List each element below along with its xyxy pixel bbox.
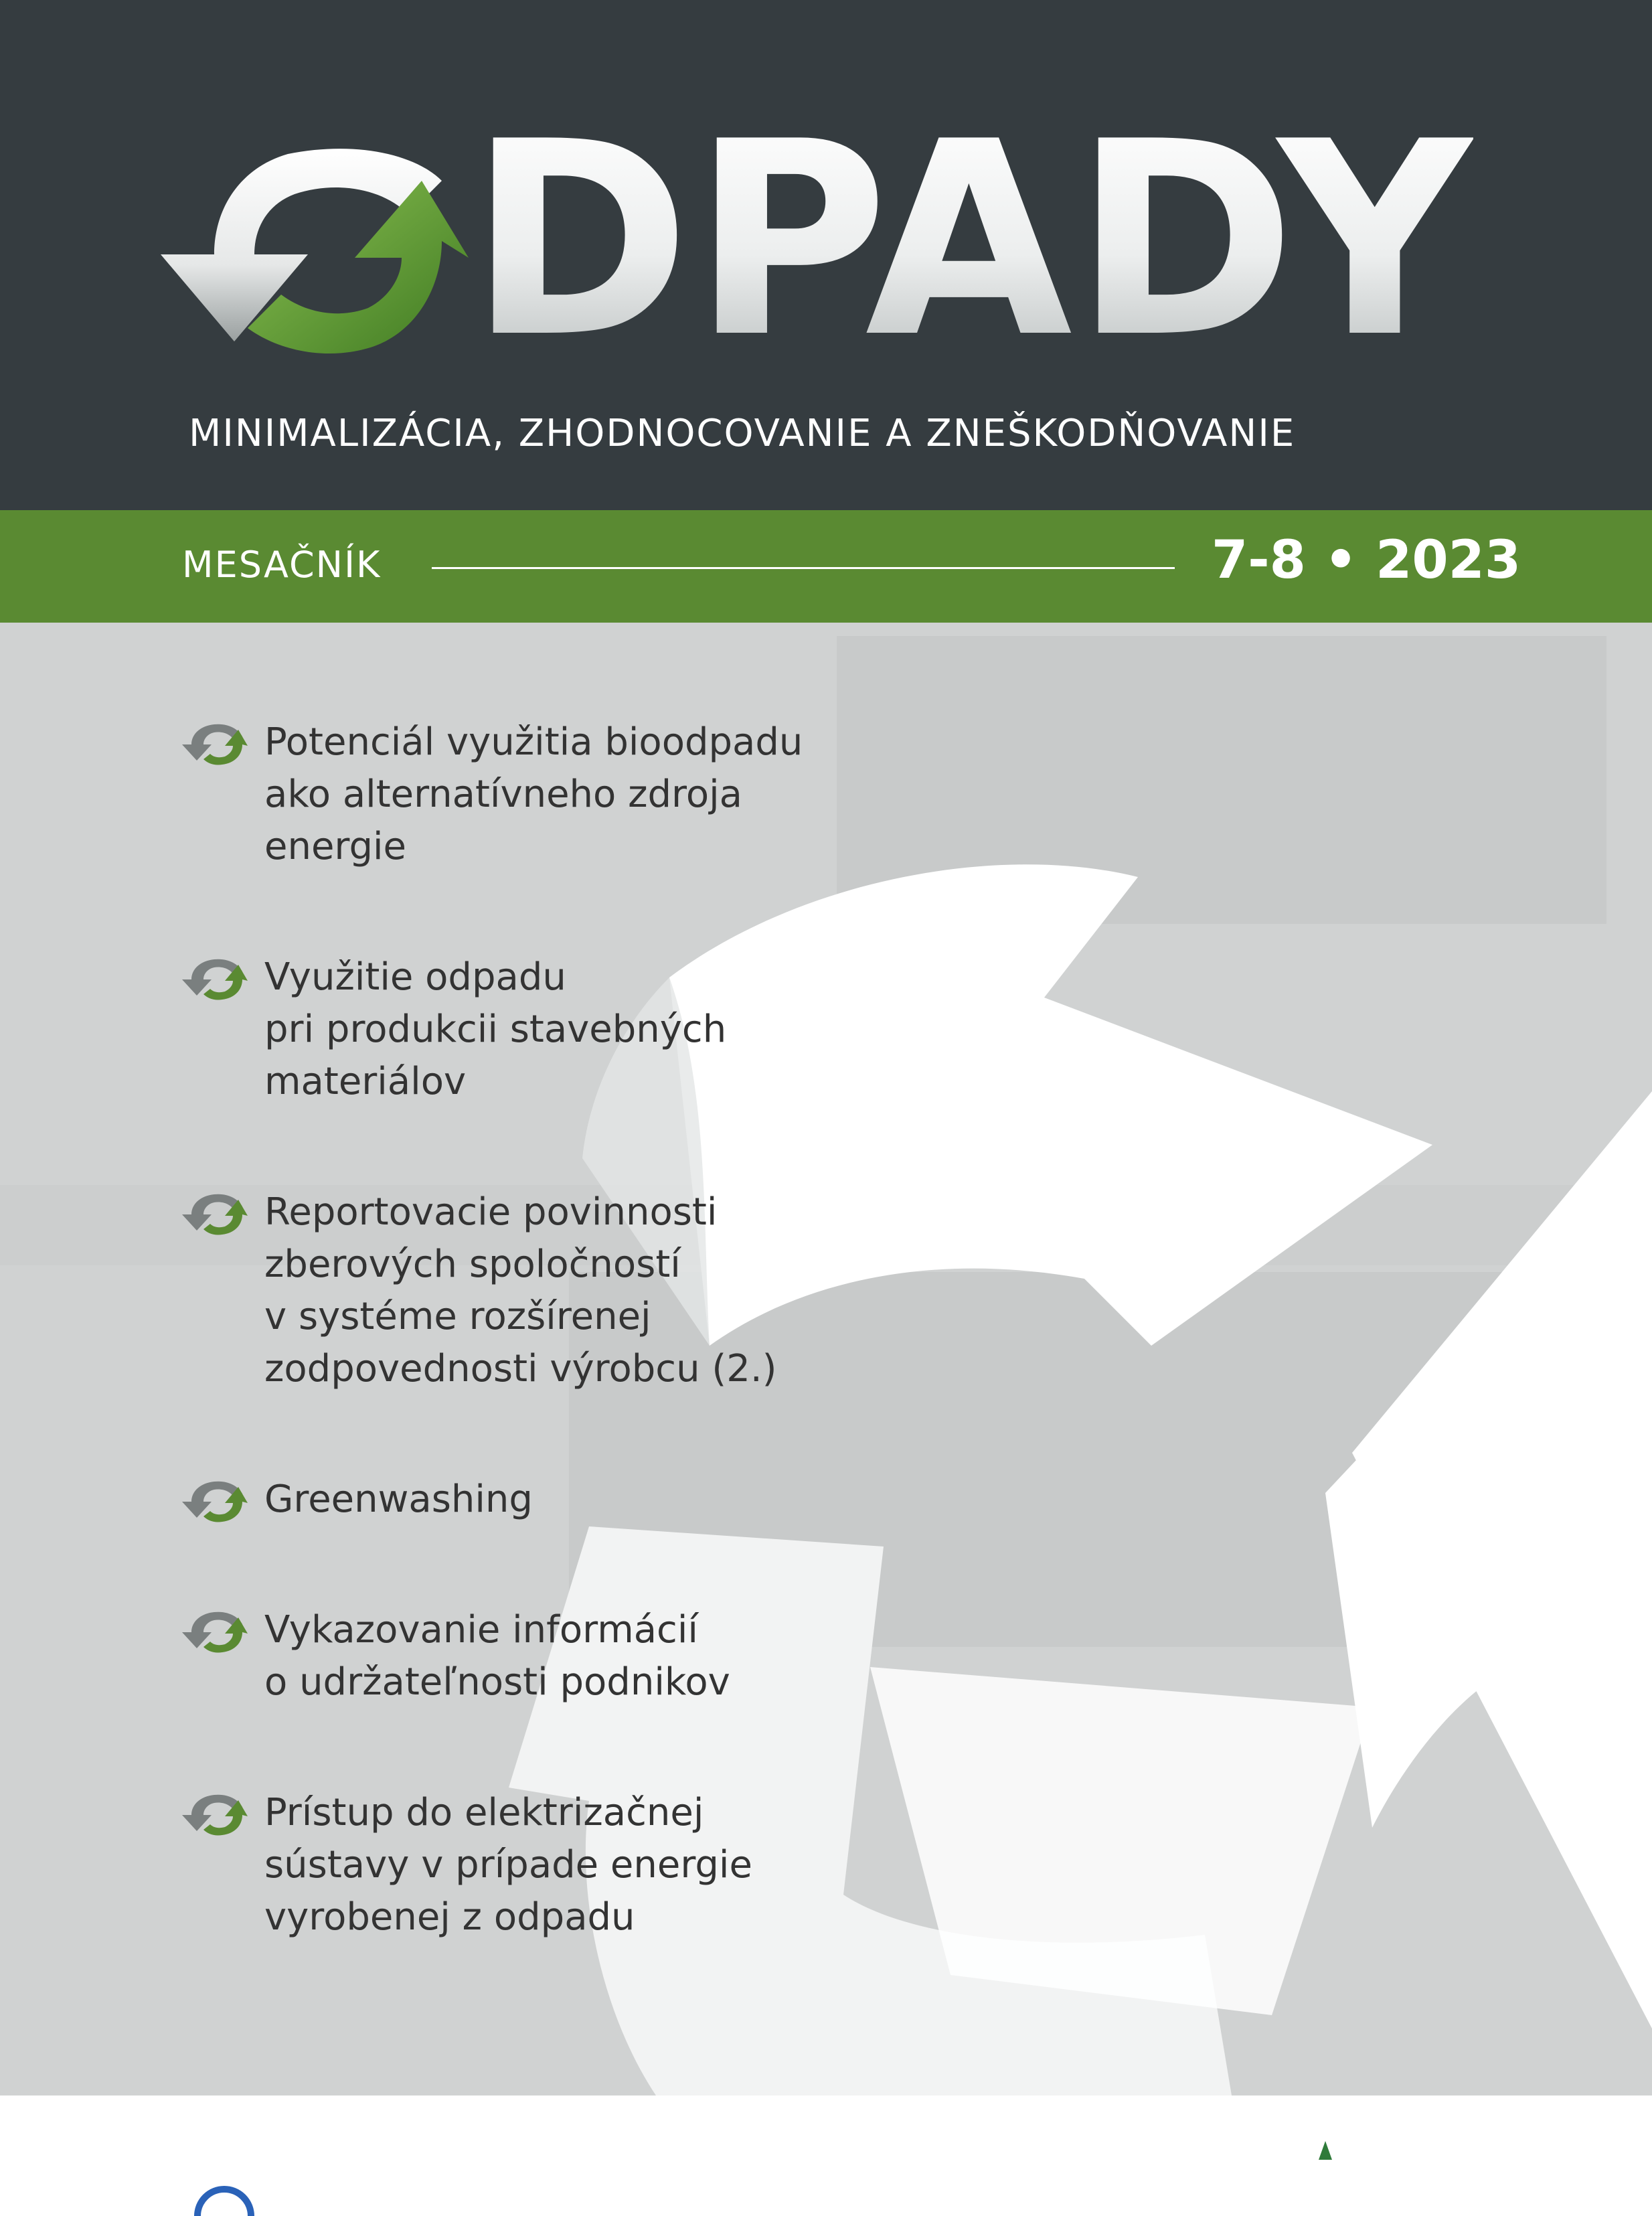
recycle-bullet-icon <box>181 1478 248 1524</box>
recycle-logo-icon <box>154 141 469 362</box>
list-item <box>181 1474 884 1526</box>
masthead-title: DPADY <box>469 85 1473 396</box>
article-title: Vykazovanie informácií o udržateľnosti podnikov <box>264 1608 730 1704</box>
masthead-subtitle: MINIMALIZÁCIA, ZHODNOCOVANIE A ZNEŠKODŇOVANIE <box>189 412 1296 455</box>
article-title: Greenwashing <box>264 1478 533 1521</box>
recycle-bullet-icon <box>181 1190 248 1237</box>
list-item <box>181 951 884 1108</box>
recycle-bullet-icon <box>181 720 248 767</box>
list-item <box>181 1186 884 1395</box>
issue-band <box>0 510 1652 623</box>
recycle-bullet-icon <box>181 1608 248 1655</box>
article-list <box>181 716 884 1944</box>
partner-drop-icon <box>1312 2141 1339 2161</box>
partner-strip <box>0 2095 1652 2195</box>
article-title: Využitie odpadu pri produkcii stavebných materiálov <box>264 955 727 1103</box>
recycle-bullet-icon <box>181 955 248 1002</box>
cover-body <box>0 623 1652 2095</box>
article-title: Reportovacie povinnosti zberových spoločností v systéme rozšírenej zodpovednosti výrobcu (2.) <box>264 1190 777 1391</box>
band-divider <box>432 567 1175 569</box>
list-item <box>181 716 884 873</box>
partner-logo-right <box>1212 2156 1479 2196</box>
cover-header <box>0 0 1652 510</box>
article-title: Prístup do elektrizačnej sústavy v prípade energie vyrobenej z odpadu <box>264 1791 752 1939</box>
article-title: Potenciál využitia bioodpadu ako alternatívneho zdroja energie <box>264 720 803 868</box>
list-item <box>181 1604 884 1709</box>
partner-logo-left <box>191 2176 258 2216</box>
issue-number: 7-8 • 2023 <box>1212 530 1521 590</box>
recycle-bullet-icon <box>181 1791 248 1838</box>
frequency-label: MESAČNÍK <box>182 544 382 586</box>
list-item <box>181 1787 884 1944</box>
masthead-logo <box>154 85 1493 396</box>
